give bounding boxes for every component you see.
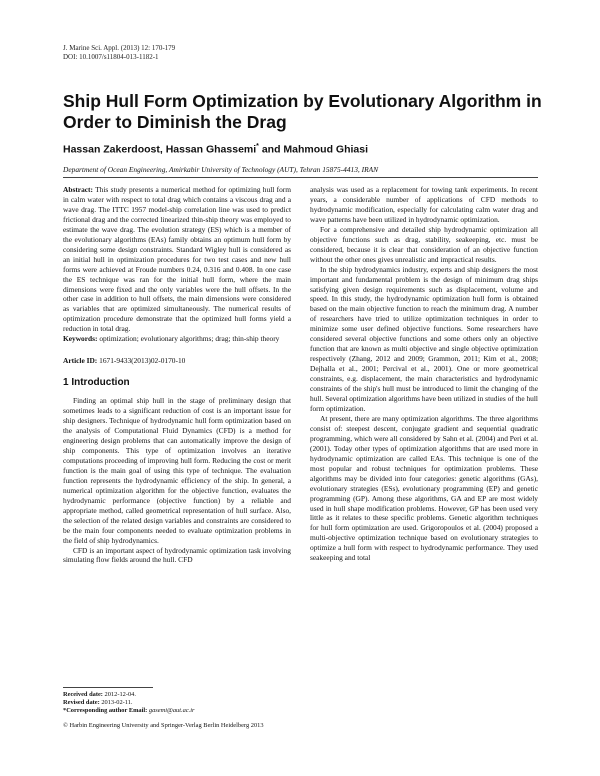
paragraph: analysis was used as a replacement for towing tank experiments. In recent years, a considerable number of applications of CFD methods to hydrodynamic modification, especially for calculating calm water drag and wave patterns have been utilized in hydrodynamic optimization. bbox=[310, 185, 538, 224]
revised-date: Revised date: 2013-02-11. bbox=[63, 699, 133, 707]
journal-doi: DOI: 10.1007/s11804-013-1182-1 bbox=[63, 53, 159, 61]
article-id-value: 1671-9433(2013)02-0170-10 bbox=[97, 356, 186, 366]
journal-header bbox=[63, 44, 175, 62]
keywords bbox=[63, 334, 291, 344]
authors-part2: and Mahmoud Ghiasi bbox=[258, 143, 368, 156]
journal-citation: J. Marine Sci. Appl. (2013) 12: 170-179 bbox=[63, 44, 176, 52]
paragraph: In the ship hydrodynamics industry, experts and ship designers the most important and fundamental problem is the design of minimum drag ships satisfying given design requirements such as displacement, volume and speed. In this study, the hydrodynamic optimization hull form is obtained based on the main objective function to reach the minimum drag. A number of researchers have tried to utilize optimization techniques in order to minimize some user defined objective functions. Some researchers have considered several objective functions and some others only an objective function that are known as multi objective and single objective optimization respectively (Zhang, 2012 and 2009; Grammon, 2011; Kim et al., 2008; Dejhalla et al., 2001; Percival et al., 2001). One or more geometrical constraints, e.g. displacement, the main characteristics and hydrodynamic constraints of the ship's hull must be introduced to limit the changing of the hull. Several optimization algorithms have been utilized in studies of the hull form optimization. bbox=[310, 264, 538, 413]
paragraph: At present, there are many optimization algorithms. The three algorithms consist of: steepest descent, conjugate gradient and sequential quadratic programming, which were all considered by Sahn et al. (2004) and Peri et al. (2001). Today other types of optimization algorithms that are used more in hydrodynamic optimization are called EAs. This technique is one of the most popular and robust techniques for optimization problems. These algorithms may be divided into four categories: genetic algorithms (GAs), evolutionary strategies (ESs), evolutionary programming (EP) and genetic programming (GP). Among these algorithms, GA and EP are most widely used in hull shape modification problems. However, GP has been used very little as it relates to these specific problems. Genetic algorithm techniques for hull form optimization are used. Grigoropoulos et al. (2004) proposed a multi-objective optimization technique based on evolutionary strategies to optimize a hull form with respect to hydrodynamic performance. They used seakeeping and total bbox=[310, 413, 538, 563]
paragraph: For a comprehensive and detailed ship hydrodynamic optimization all objective functions such as drag, stability, seakeeping, etc. must be considered, because it is clear that consideration of an objective function without the other ones gives unrealistic and impractical results. bbox=[310, 224, 538, 264]
right-column bbox=[310, 185, 538, 563]
author-email: gasemi@aut.ac.ir bbox=[147, 707, 195, 715]
paper-title: Ship Hull Form Optimization by Evolutionary Algorithm in Order to Diminish the Drag bbox=[63, 91, 542, 132]
corresponding-mark: * bbox=[256, 143, 259, 150]
copyright-notice: © Harbin Engineering University and Springer-Verlag Berlin Heidelberg 2013 bbox=[63, 721, 264, 729]
corresponding-author: *Corresponding author Email: gasemi@aut.ac.ir bbox=[63, 707, 195, 715]
author-list bbox=[63, 143, 368, 156]
abstract-label: Abstract: bbox=[63, 185, 93, 194]
paragraph: CFD is an important aspect of hydrodynamic optimization task involving simulating flow fields around the hull. CFD bbox=[63, 545, 291, 565]
header-divider bbox=[63, 177, 538, 178]
abstract-text: This study presents a numerical method for optimizing hull form in calm water with respect to total drag which contains a viscous drag and a wave drag. The ITTC 1957 model-ship correlation line was used to predict frictional drag and the corrected linearized thin-ship theory was employed to estimate the wave drag. The evolution strategy (ES) which is a member of the evolutionary algorithms (EAs) family obtains an optimum hull form by considering some design constraints. Standard Wigley hull is considered as an initial hull in optimization procedures for two test cases and new hull forms were achieved at Froude numbers 0.24, 0.316 and 0.408. In one case the ES technique was ran for the initial hull form, where the main dimensions were fixed and the only variables were the hull offsets. In the other case in addition to hull offsets, the main dimensions were considered as variables that are optimized simultaneously. The numerical results of optimization procedure demonstrate that the optimized hull forms yield a reduction in total drag. bbox=[63, 185, 291, 334]
section-heading-introduction: 1 Introduction bbox=[63, 377, 130, 389]
paragraph: Finding an optimal ship hull in the stage of preliminary design that sometimes leads to a significant reduction of cost is an important issue for ship designers. Technique of hydrodynamic hull form optimization based on the analysis of Computational Fluid Dynamics (CFD) is a method for engineering design problems that can automatically improve the design of ship components. This type of optimization involves an iterative computations proceeding of improving hull form. Reducing the cost or merit function is the main goal of using this type of technique. The evaluation function represents the hydrodynamic efficiency of the ship. In general, a numerical optimization algorithm for the objective function, evaluates the hydrodynamic performance (objective function) by a reliable and appropriate method, called geometrical representation of hull surface. Also, the selection of the related design variables and constraints are considered to be the main four components needed to evaluate optimization problems in the field of ship hydrodynamics. bbox=[63, 396, 291, 545]
keywords-text: optimization; evolutionary algorithms; drag; thin-ship theory bbox=[97, 334, 280, 344]
received-date: Received date: 2012-12-04. bbox=[63, 691, 136, 698]
abstract bbox=[63, 185, 291, 334]
authors-part1: Hassan Zakerdoost, Hassan Ghassemi bbox=[63, 143, 257, 156]
article-id bbox=[63, 356, 291, 366]
left-column bbox=[63, 185, 291, 565]
keywords-label: Keywords: bbox=[63, 334, 98, 344]
article-id-label: Article ID: bbox=[63, 356, 98, 366]
footnote-divider bbox=[63, 687, 153, 688]
affiliation: Department of Ocean Engineering, Amirkabir University of Technology (AUT), Tehran 15875-4413, IRAN bbox=[63, 165, 379, 174]
footnote-block bbox=[63, 687, 291, 730]
